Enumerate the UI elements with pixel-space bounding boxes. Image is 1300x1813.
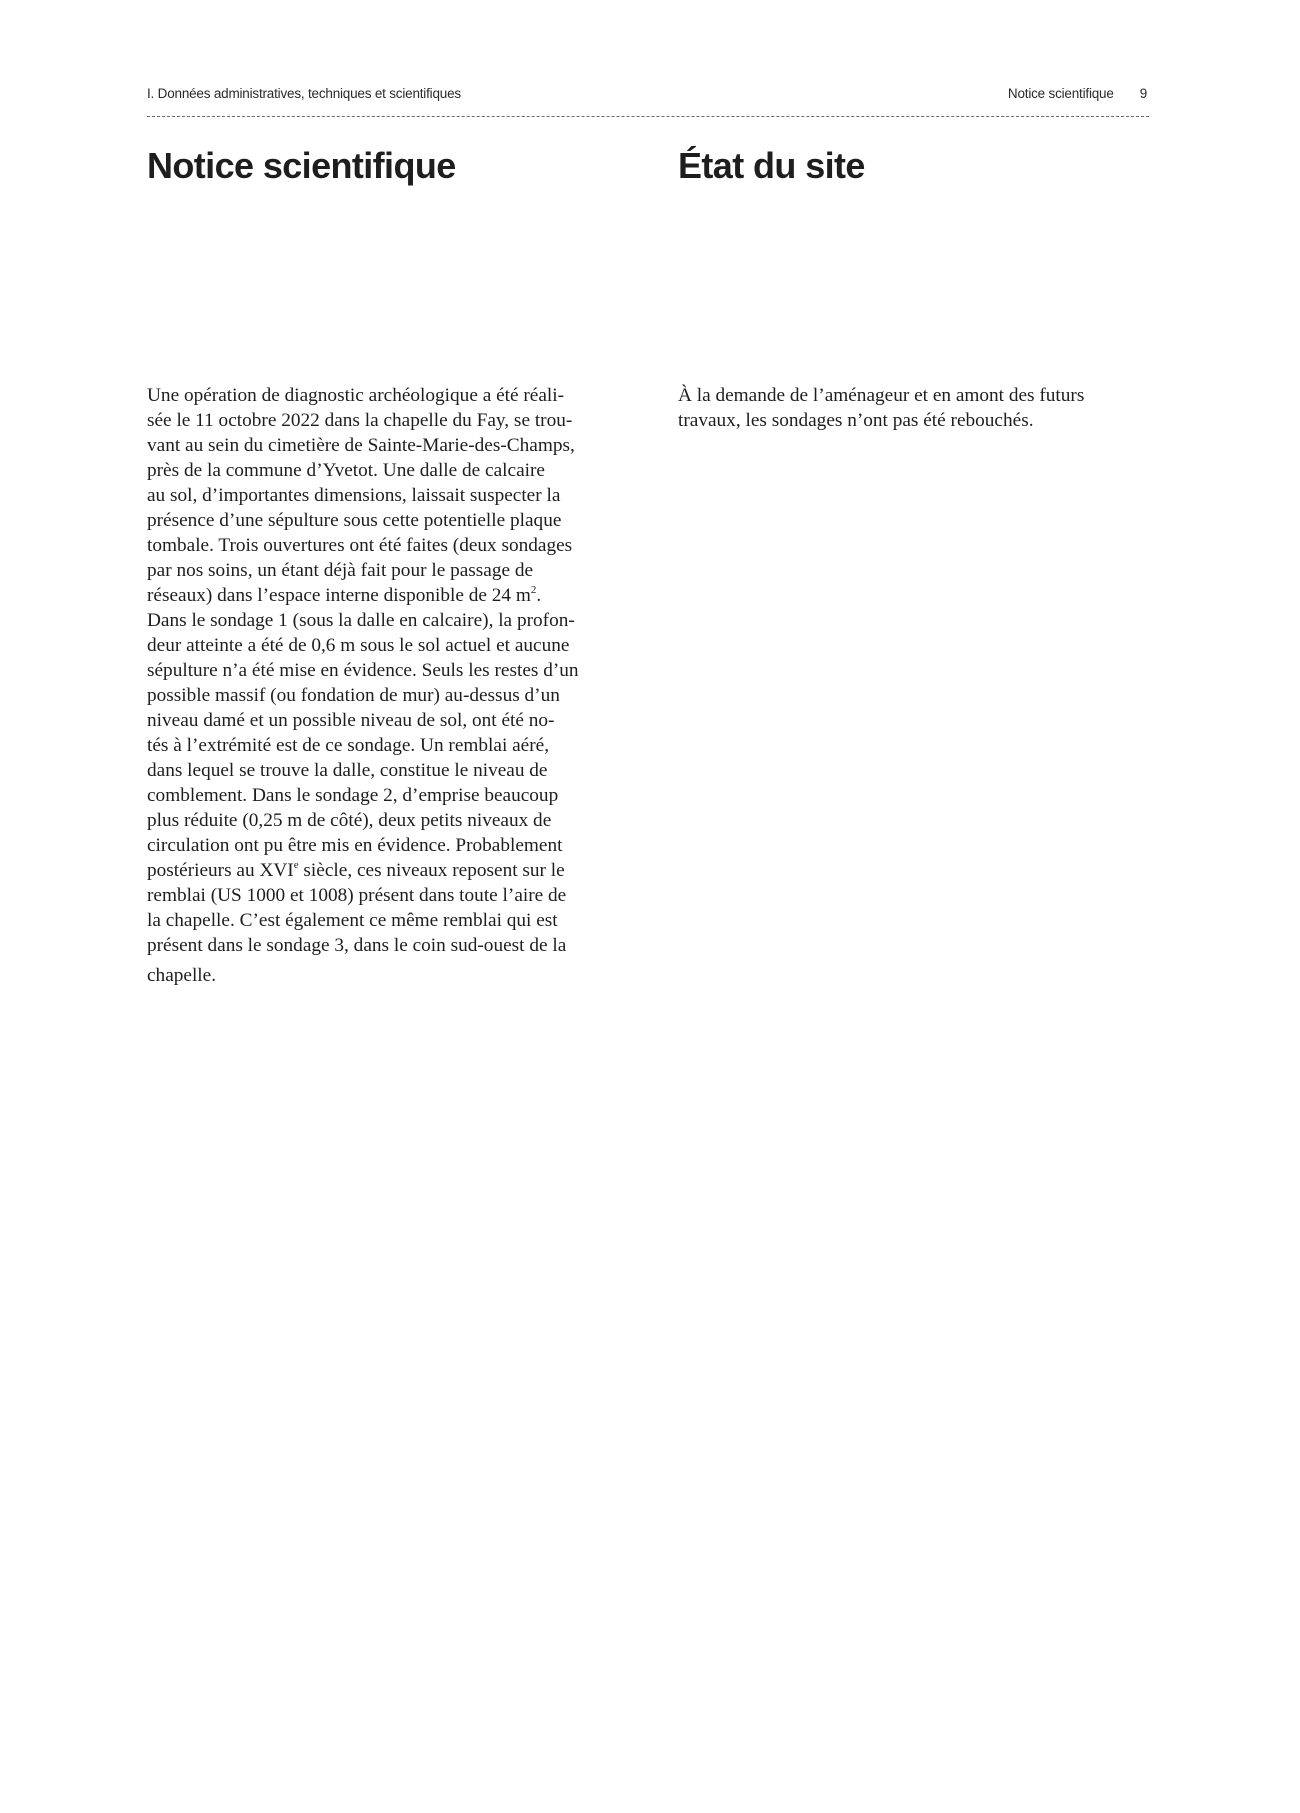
- text-line: Une opération de diagnostic archéologique a été réali-: [147, 385, 565, 406]
- text-fragment: postérieurs au XVI: [147, 860, 294, 881]
- text-line: présence d’une sépulture sous cette potentielle plaque: [147, 510, 562, 531]
- text-line: niveau damé et un possible niveau de sol, ont été no-: [147, 710, 555, 731]
- text-fragment: siècle, ces niveaux reposent sur le: [298, 860, 565, 881]
- text-line: À la demande de l’aménageur et en amont des futurs: [678, 385, 1085, 406]
- site-state-paragraph: [678, 383, 1148, 433]
- header-section-title: I. Données administratives, techniques et scientifiques: [147, 86, 461, 101]
- text-line: [147, 858, 617, 883]
- header-dashed-rule: [147, 116, 1149, 117]
- text-line: la chapelle. C’est également ce même remblai qui est: [147, 910, 558, 931]
- text-fragment: .: [536, 585, 542, 606]
- text-line: possible massif (ou fondation de mur) au-dessus d’un: [147, 685, 560, 706]
- text-line: Dans le sondage 1 (sous la dalle en calcaire), la profon-: [147, 610, 575, 631]
- superscript: e: [293, 858, 299, 871]
- header-right: [1008, 86, 1147, 101]
- notice-paragraph: [147, 383, 617, 988]
- header-running-title: Notice scientifique: [1007, 86, 1114, 101]
- text-line: près de la commune d’Yvetot. Une dalle de calcaire: [147, 460, 545, 481]
- text-line: comblement. Dans le sondage 2, d’emprise beaucoup: [147, 785, 559, 806]
- text-line: dans lequel se trouve la dalle, constitue le niveau de: [147, 760, 548, 781]
- text-line: vant au sein du cimetière de Sainte-Marie-des-Champs,: [147, 435, 575, 456]
- page-number: 9: [1139, 86, 1147, 101]
- text-line: deur atteinte a été de 0,6 m sous le sol actuel et aucune: [147, 635, 570, 656]
- text-line: plus réduite (0,25 m de côté), deux petits niveaux de: [147, 810, 552, 831]
- notice-title: Notice scientifique: [147, 145, 456, 186]
- text-line: sée le 11 octobre 2022 dans la chapelle du Fay, se trou-: [147, 410, 573, 431]
- text-line: travaux, les sondages n’ont pas été rebouchés.: [678, 410, 1034, 431]
- text-line: par nos soins, un étant déjà fait pour le passage de: [147, 560, 534, 581]
- text-line: au sol, d’importantes dimensions, laissait suspecter la: [147, 485, 561, 506]
- running-header: [147, 84, 1150, 106]
- text-line: circulation ont pu être mis en évidence. Probablement: [147, 835, 563, 856]
- text-fragment: réseaux) dans l’espace interne disponible de 24 m: [147, 585, 531, 606]
- superscript: 2: [530, 583, 537, 596]
- text-line: remblai (US 1000 et 1008) présent dans toute l’aire de: [147, 885, 567, 906]
- text-line: [147, 583, 617, 608]
- text-line: présent dans le sondage 3, dans le coin sud-ouest de la: [147, 935, 567, 956]
- text-line: chapelle.: [147, 965, 217, 986]
- text-line: sépulture n’a été mise en évidence. Seuls les restes d’un: [147, 660, 579, 681]
- text-line: tombale. Trois ouvertures ont été faites (deux sondages: [147, 535, 573, 556]
- site-state-title: État du site: [678, 145, 865, 186]
- text-line: tés à l’extrémité est de ce sondage. Un remblai aéré,: [147, 735, 550, 756]
